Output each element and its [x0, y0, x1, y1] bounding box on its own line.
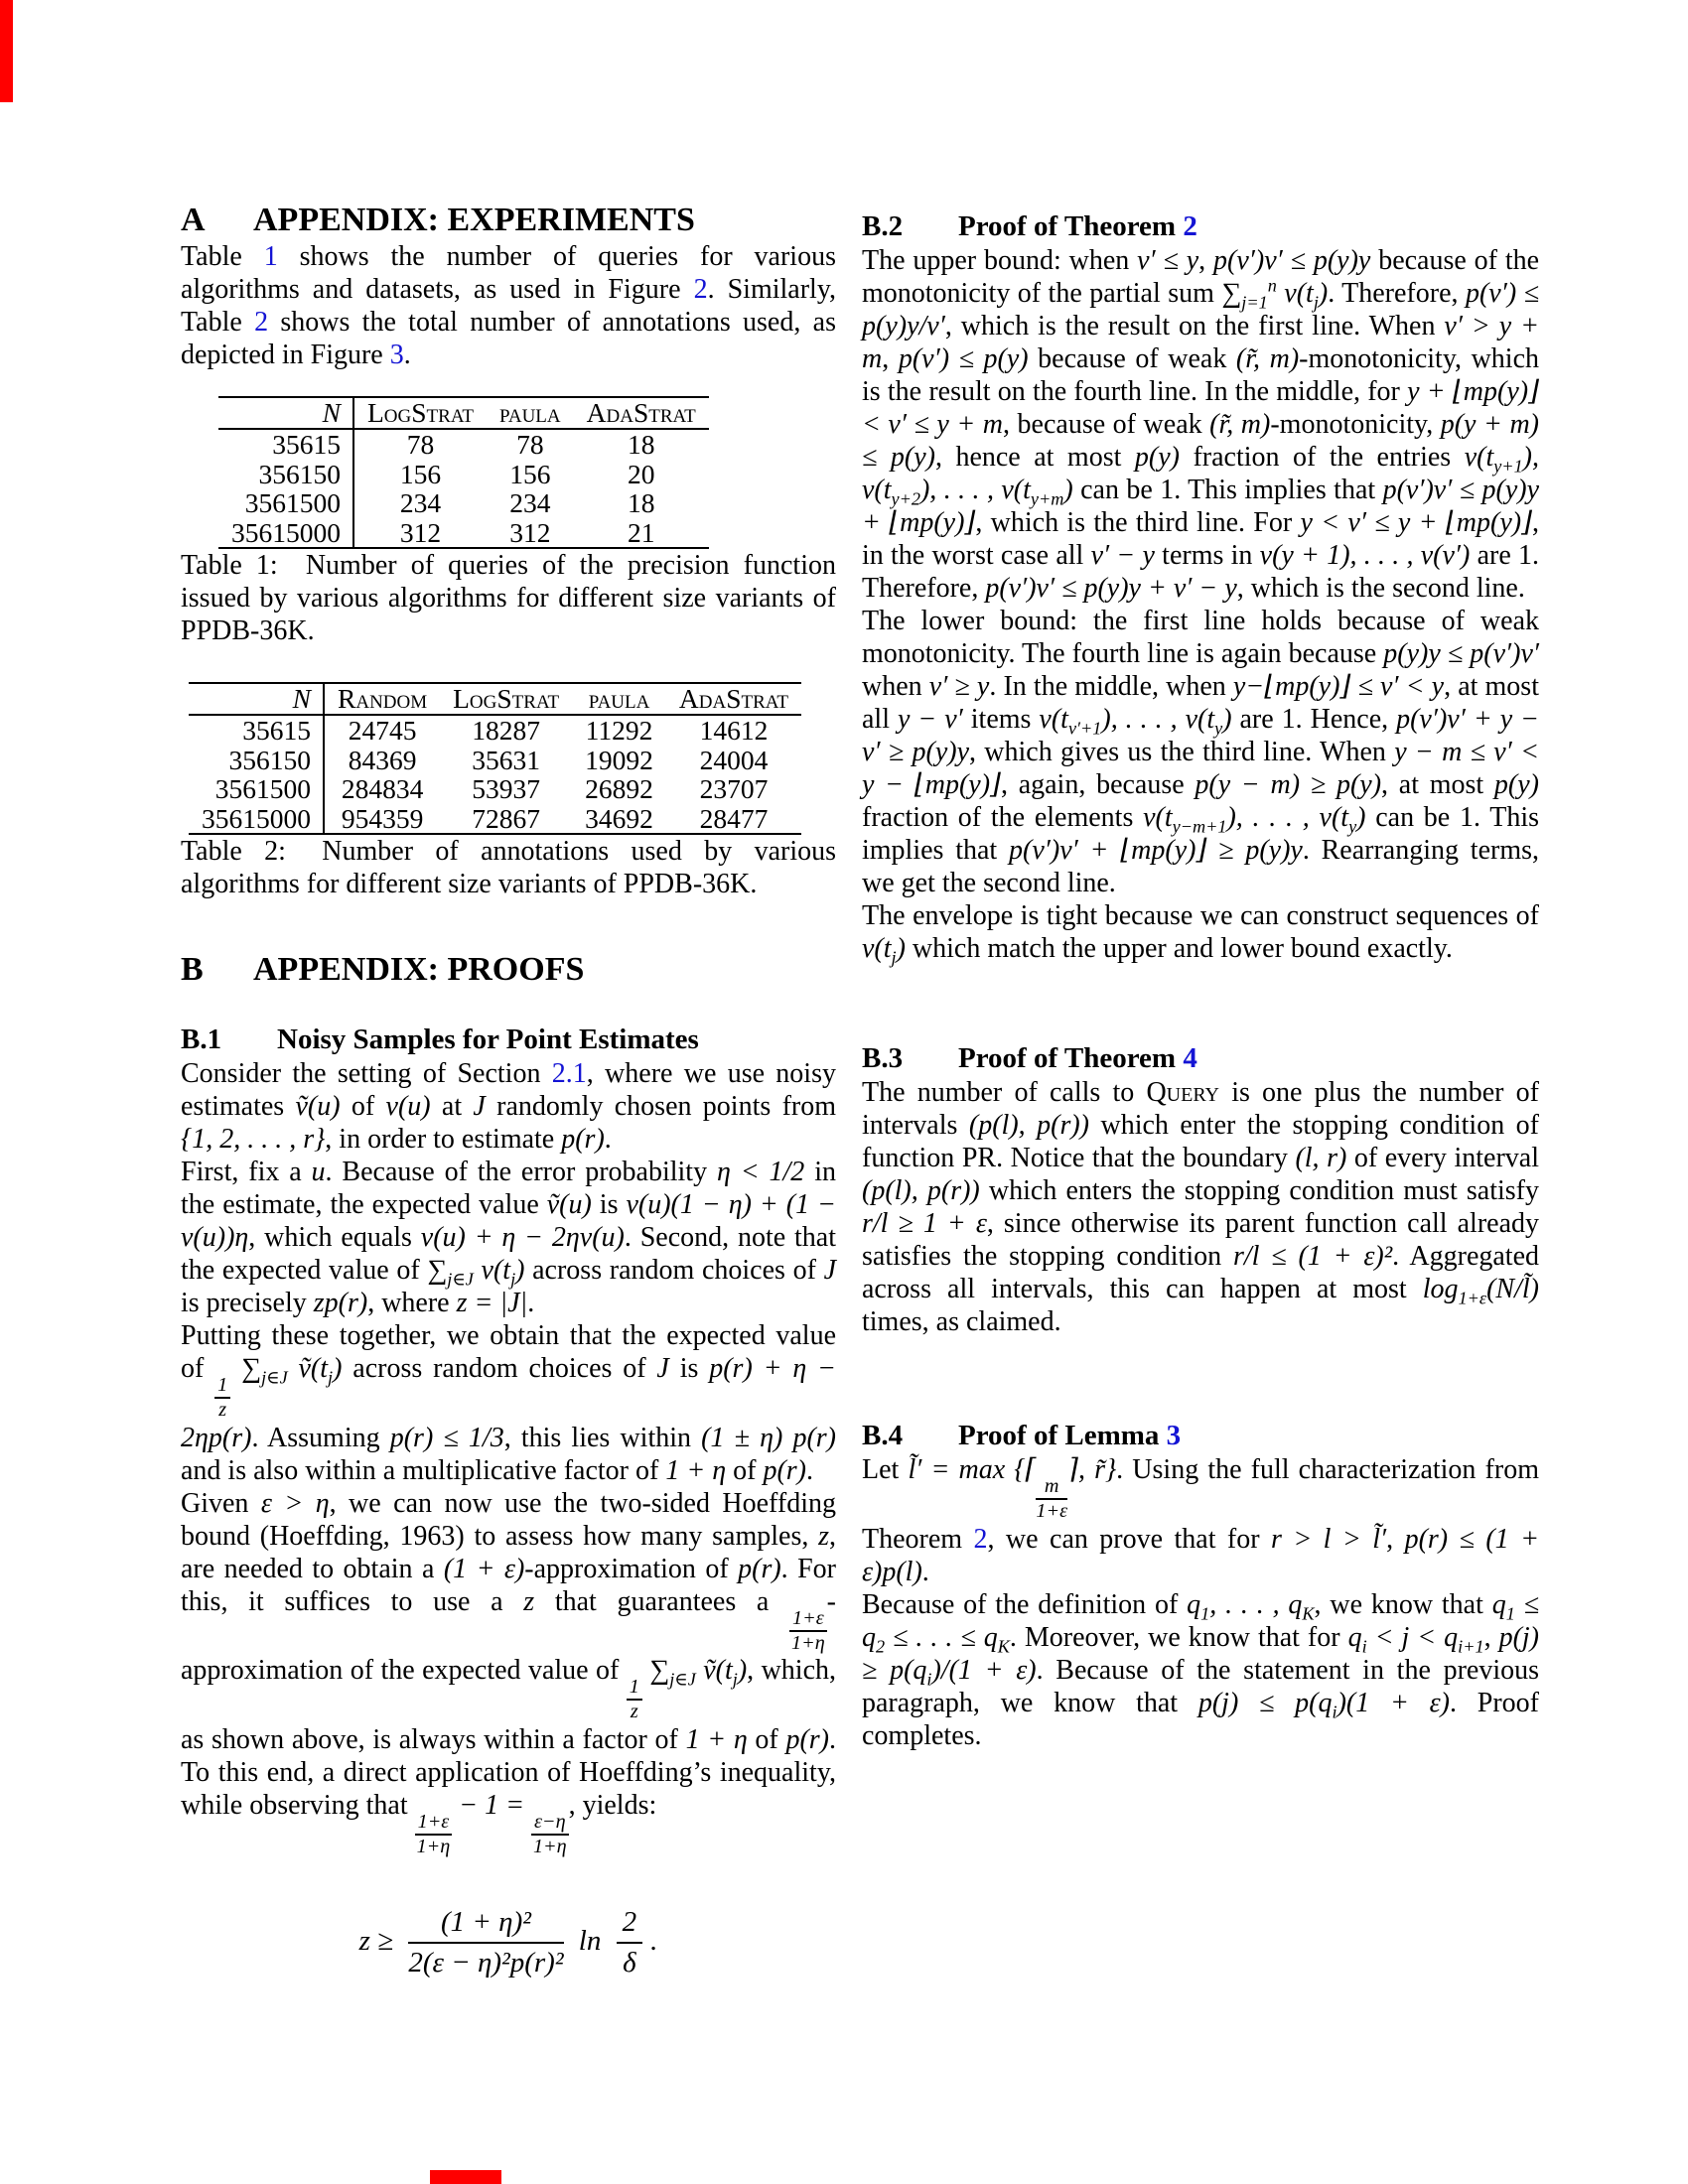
table-cell: 18 [627, 429, 655, 460]
inline-math: v′ ≥ y [928, 671, 990, 702]
table-cell: 356150 [189, 746, 324, 775]
cross-reference-link[interactable]: 2 [693, 274, 708, 305]
subsection-number: B.2 [862, 210, 904, 242]
table-row [189, 715, 801, 746]
b2-paragraph-3: The envelope is tight because we can construct sequences of $v(t_j)$ which match the upper and lower bound exactly. [862, 900, 1539, 968]
inline-math: l̃′ = max {⌈ $\frac{m}{1+\varepsilon}$ ⌉, r̃} [908, 1454, 1117, 1522]
inline-math: z [523, 1585, 535, 1617]
inline-math: p(r) ≤ 1/3 [389, 1422, 504, 1453]
intro-paragraph: Table 1 shows the number of queries for various algorithms and datasets, as used in Figure 2. Similarly, Table 2 shows the total number of annotations used, as depicted in Figure 3. [181, 241, 837, 370]
red-marker-bottom [430, 2170, 501, 2184]
inline-math: J [656, 1353, 669, 1384]
inline-math: (r̃, m) [1209, 409, 1271, 440]
subsection-title: Proof of Theorem 2 [958, 210, 1197, 242]
table-row [218, 488, 709, 518]
table-cell: 21 [627, 516, 655, 548]
column-header: N [218, 397, 353, 429]
small-caps-term: Query [1146, 1077, 1219, 1108]
inline-math: $v(t_{y+1})$, $v(t_{y+2})$, . . . , $v(t_{y+m})$ [862, 442, 1539, 509]
cross-reference-link[interactable]: 4 [1183, 1042, 1197, 1074]
inline-math: p(v′)v′ + ⌊mp(y)⌋ ≥ p(y)y [1009, 835, 1303, 866]
inline-math: $q_1$, . . . , $q_K$ [1187, 1588, 1315, 1624]
inline-math: $p(j) \le p(q_i)(1 + \varepsilon)$ [1197, 1687, 1450, 1722]
inline-math: r/l ≤ (1 + ε)² [1232, 1241, 1393, 1272]
inline-math: $q_i < j < q_{i+1}$ [1347, 1621, 1484, 1657]
inline-math: $\frac{1}{z}$ $\sum_{j\in J}$ $ṽ(t_j)$ [627, 1655, 747, 1686]
inline-math: $\sum_{j=1}^n$ $v(t_j)$ [1221, 275, 1329, 313]
inline-math: p(r) [738, 1553, 781, 1584]
b1-paragraph-4: Given ε > η, we can now use the two-sided Hoeffding bound (Hoeffding, 1963) to assess how many samples, z, are needed to obtain a (1 + ε)-approximation of p(r). For this, it suffices to use a z that guarantees a $\frac{1+\varepsilon}{1+\eta}$ -approximation of the expected value of $\frac{1}{z}$ $\sum_{j\in J}$ $ṽ(t_j)$, which, as shown above, is always within a factor of 1 + η of p(r). To this end, a direct application of Hoeffding’s inequality, while observing that $\frac{1+\varepsilon}{1+\eta}$ − 1 = $\frac{\varepsilon-\eta}{1+\eta}$ , yields: [181, 1487, 837, 1857]
b2-paragraph-2: The lower bound: the first line holds because of weak monotonicity. The fourth line is again because p(y)y ≤ p(v′)v′ when v′ ≥ y. In the middle, when y−⌊mp(y)⌋ ≤ v′ < y, at most all y − v′ items $v(t_{v'+1})$, . . . , $v(t_y)$ are 1. Hence, p(v′)v′ + y − v′ ≥ p(y)y, which gives us the third line. When y − m ≤ v′ < y − ⌊mp(y)⌋, again, because p(y − m) ≥ p(y), at most p(y) fraction of the elements $v(t_{y-m+1})$, . . . , $v(t_y)$ can be 1. This implies that p(v′)v′ + ⌊mp(y)⌋ ≥ p(y)y. Rearranging terms, we get the second line. [862, 606, 1540, 898]
table-cell: 53937 [472, 773, 541, 804]
inline-math: p(r) [561, 1124, 605, 1155]
table-cell: 356150 [218, 460, 353, 489]
inline-math: $\frac{1+\varepsilon}{1+\eta}$ − 1 = $\frac{\varepsilon-\eta}{1+\eta}$ [416, 1789, 567, 1857]
table-1 [218, 396, 709, 549]
table-row [218, 429, 709, 460]
cross-reference-link[interactable]: 2 [254, 307, 269, 338]
table-cell: 24745 [348, 715, 417, 746]
table-cell: 26892 [585, 773, 653, 804]
inline-math: z = |J| [456, 1288, 528, 1318]
table-cell: 234 [509, 487, 551, 518]
cross-reference-link[interactable]: 2 [973, 1523, 988, 1555]
table-cell: 18287 [472, 715, 541, 746]
b1-paragraph-1: Consider the setting of Section 2.1, where we use noisy estimates ṽ(u) of v(u) at J randomly chosen points from {1, 2, . . . , r}, in order to estimate p(r). [181, 1058, 836, 1155]
table-cell: 19092 [585, 744, 653, 775]
table-cell: 35615 [189, 715, 324, 746]
inline-math: y − v′ [897, 704, 963, 735]
column-header: LogStrat [367, 397, 475, 428]
b2-paragraph-1: The upper bound: when v′ ≤ y, p(v′)v′ ≤ p(y)y because of the monotonicity of the partial sum $\sum_{j=1}^n$ $v(t_j)$. Therefore, p(v′) ≤ p(y)y/v′, which is the result on the first line. When v′ > y + m, p(v′) ≤ p(y) because of weak (r̃, m)-monotonicity, which is the result on the fourth line. In the middle, for y + ⌊mp(y)⌋ < v′ ≤ y + m, because of weak (r̃, m)-monotonicity, p(y + m) ≤ p(y), hence at most p(y) fraction of the entries $v(t_{y+1})$, $v(t_{y+2})$, . . . , $v(t_{y+m})$ can be 1. This implies that p(v′)v′ ≤ p(y)y + ⌊mp(y)⌋, which is the third line. For y < v′ ≤ y + ⌊mp(y)⌋, in the worst case all v′ − y terms in v(y + 1), . . . , v(v′) are 1. Therefore, p(v′)v′ ≤ p(y)y + v′ − y, which is the second line. [862, 245, 1540, 604]
red-marker-top-left [0, 0, 13, 102]
column-header: LogStrat [453, 683, 560, 714]
inline-math: $v(t_j)$ [862, 933, 906, 968]
inline-math: zp(r) [313, 1288, 368, 1318]
inline-math: p(r) [785, 1723, 829, 1755]
section-a-heading [181, 201, 836, 240]
inline-math: v′ ≤ y [1137, 245, 1199, 276]
inline-math: p(r) + η − 2ηp(r) [181, 1353, 836, 1453]
section-number: B [181, 951, 204, 988]
inline-math: r/l ≥ 1 + ε [862, 1208, 987, 1239]
subsection-title: Proof of Lemma 3 [958, 1420, 1182, 1451]
fraction: $\frac{1+\varepsilon}{1+\eta}$ [416, 1811, 451, 1857]
column-header: AdaStrat [586, 397, 696, 428]
table-1-wrapper [218, 396, 836, 549]
table-row [189, 804, 801, 835]
table-cell: 3561500 [218, 488, 353, 518]
inline-math: z [818, 1520, 829, 1552]
table-cell: 35615000 [218, 518, 353, 549]
inline-math: (1 + ε) [443, 1553, 525, 1584]
column-header: Random [338, 683, 428, 714]
inline-math: p(v′) ≤ p(y)y/v′ [862, 278, 1539, 341]
inline-math: $p(j) \ge p(q_i)/(1 + \varepsilon)$ [862, 1621, 1539, 1690]
table-cell: 24004 [699, 744, 769, 775]
subsection-b3-heading [862, 1040, 1539, 1076]
inline-math: p(r) ≤ (1 + ε)p(l) [862, 1523, 1540, 1587]
inline-math: p(y + m) ≤ p(y) [862, 409, 1539, 473]
fraction: $\frac{1}{z}$ [214, 1375, 230, 1422]
inline-math: p(v′)v′ ≤ p(y)y + v′ − y [985, 573, 1237, 604]
inline-math: p(v′)v′ + y − v′ ≥ p(y)y [862, 704, 1540, 767]
table-cell: 156 [509, 458, 551, 489]
table-cell: 11292 [585, 715, 653, 746]
section-number: A [181, 202, 206, 238]
inline-math: p(y) [1134, 442, 1180, 473]
b4-paragraph-2: Because of the definition of $q_1$, . . . , $q_K$, we know that $q_1 \le q_2$ ≤ . . . ≤ $q_K$. Moreover, we know that for $q_i < j < q_{i+1}$, $p(j) \ge p(q_i)/(1 + \varepsilon)$. Because of the statement in the previous paragraph, we know that $p(j) \le p(q_i)(1 + \varepsilon)$. Proof completes. [862, 1588, 1539, 1751]
inline-math: u [311, 1157, 326, 1187]
table-cell: 23707 [699, 773, 769, 804]
table-row [189, 774, 801, 804]
inline-math: ṽ(u) [295, 1091, 341, 1122]
column-header: AdaStrat [678, 683, 789, 714]
table-cell: 35615000 [189, 804, 324, 835]
subsection-number: B.1 [181, 1024, 222, 1055]
b1-paragraph-3: Putting these together, we obtain that the expected value of $\frac{1}{z}$ $\sum_{j\in J}$ $ṽ(t_j)$ across random choices of J is p(r) + η − 2ηp(r). Assuming p(r) ≤ 1/3, this lies within (1 ± η) p(r) and is also within a multiplicative factor of 1 + η of p(r). [181, 1320, 836, 1486]
table-cell: 28477 [699, 802, 769, 834]
inline-math: {1, 2, . . . , r} [181, 1124, 326, 1155]
fraction: $\frac{1+\varepsilon}{1+\eta}$ [791, 1606, 825, 1654]
table-cell: 78 [406, 429, 435, 460]
inline-math: v′ > y + m [862, 311, 1539, 374]
fraction: $\frac{m}{1+\varepsilon}$ [1036, 1475, 1068, 1522]
table-cell: 35631 [472, 744, 541, 775]
subsection-b2-heading [862, 208, 1539, 244]
inline-math: $v(t_{v'+1})$, . . . , $v(t_y)$ [1039, 704, 1232, 739]
table-2-caption: Table 2: Number of annotations used by various algorithms for different size variants of PPDB-36K. [181, 836, 836, 899]
inline-math: (p(l), p(r)) [968, 1110, 1089, 1141]
cross-reference-link[interactable]: 3 [389, 340, 404, 370]
inline-math: r > l > l̃′ [1271, 1523, 1387, 1555]
table-cell: 34692 [585, 802, 653, 834]
inline-math: y + ⌊mp(y)⌋ < v′ ≤ y + m [862, 376, 1540, 440]
table-cell: 84369 [348, 744, 417, 775]
subsection-b4-heading [862, 1418, 1539, 1453]
inline-math: $q_1 \le q_2$ ≤ . . . ≤ $q_K$ [862, 1588, 1539, 1657]
subsection-b1-heading [181, 1022, 836, 1057]
inline-math [789, 1586, 827, 1654]
right-column [862, 0, 1539, 1752]
fraction: $\frac{1}{z}$ [627, 1677, 642, 1723]
table-header-row [189, 683, 801, 715]
inline-math: $\frac{1}{z}$ $\sum_{j\in J}$ $ṽ(t_j)$ [214, 1353, 342, 1384]
b3-paragraph-1: The number of calls to Query is one plus the number of intervals (p(l), p(r)) which enter the stopping condition of function PR. Notice that the boundary (l, r) of every interval (p(l), p(r)) which enters the stopping condition must satisfy r/l ≥ 1 + ε, since otherwise its parent function call already satisfies the stopping condition r/l ≤ (1 + ε)². Aggregated across all intervals, this can happen at most $\log_{1+\varepsilon}(N/l̃)$ times, as claimed. [862, 1077, 1540, 1337]
inline-math: J [473, 1091, 486, 1122]
inline-math: $\log_{1+\varepsilon}(N/l̃)$ [1422, 1274, 1539, 1308]
inline-math: y − m ≤ v′ < y − ⌊mp(y)⌋ [862, 737, 1539, 800]
inline-math: (1 ± η) p(r) [701, 1422, 836, 1453]
cross-reference-link[interactable]: 1 [263, 241, 278, 272]
inline-math: p(y − m) ≥ p(y) [1195, 769, 1382, 800]
inline-math: ε > η [260, 1487, 330, 1519]
left-column [181, 0, 836, 1979]
inline-math: v(u) [385, 1091, 431, 1122]
inline-math: (p(l), p(r)) [862, 1175, 980, 1206]
inline-math: p(y) [1493, 769, 1539, 800]
table-header-row [218, 397, 709, 429]
section-title: APPENDIX: EXPERIMENTS [253, 202, 695, 238]
subsection-title: Noisy Samples for Point Estimates [277, 1024, 699, 1055]
inline-math: p(v′) ≤ p(y) [898, 343, 1029, 374]
column-header: N [189, 683, 324, 715]
table-2-wrapper [189, 682, 836, 835]
table-cell: 72867 [472, 802, 541, 834]
table-cell: 312 [399, 516, 442, 548]
table-row [189, 746, 801, 775]
table-1-caption: Table 1: Number of queries of the precision function issued by various algorithms for different size variants of PPDB-36K. [181, 550, 836, 646]
table-cell: 14612 [699, 715, 769, 746]
table-cell: 78 [516, 429, 544, 460]
hoeffding-bound-equation [181, 1906, 836, 1980]
inline-math: p(y)y ≤ p(v′)v′ [1383, 638, 1540, 669]
fraction: $\frac{\text{(1 + η)²}}{\text{2(ε − η)²p(r)²}}$ [408, 1905, 564, 1979]
inline-math: p(v′)v′ ≤ p(y)y + ⌊mp(y)⌋ [862, 475, 1540, 538]
table-cell: 954359 [341, 802, 424, 834]
column-header: paula [588, 683, 650, 714]
inline-math: J [823, 1255, 837, 1286]
inline-math: y−⌊mp(y)⌋ ≤ v′ < y [1232, 671, 1445, 702]
table-cell: 234 [399, 487, 442, 518]
fraction: $\frac{\varepsilon-\eta}{1+\eta}$ [532, 1811, 567, 1857]
subsection-number: B.4 [862, 1420, 904, 1451]
inline-math: (l, r) [1295, 1143, 1347, 1173]
b1-paragraph-2: First, fix a u. Because of the error probability η < 1/2 in the estimate, the expected value ṽ(u) is v(u)(1 − η) + (1 − v(u))η, which equals v(u) + η − 2ηv(u). Second, note that the expected value of $\sum_{j\in J}$ $v(t_j)$ across random choices of J is precisely zp(r), where z = |J|. [181, 1157, 837, 1318]
fraction: $\frac{2}{\delta}$ [617, 1906, 643, 1980]
table-cell: 3561500 [189, 774, 324, 804]
inline-math: (r̃, m) [1235, 343, 1300, 374]
inline-math: ṽ(u) [546, 1189, 592, 1220]
subsection-number: B.3 [862, 1042, 904, 1074]
cross-reference-link[interactable]: 3 [1166, 1420, 1182, 1451]
inline-math: $v(t_{y-m+1})$, . . . , $v(t_y)$ [1143, 802, 1366, 837]
inline-math: v′ − y [1090, 540, 1155, 571]
table-row [218, 518, 709, 549]
inline-math: 1 + η [685, 1723, 748, 1755]
inline-math: $\sum_{j\in J}$ $v(t_j)$ [427, 1255, 525, 1290]
inline-math: y < v′ ≤ y + ⌊mp(y)⌋ [1300, 507, 1532, 538]
inline-math: p(v′)v′ ≤ p(y)y [1213, 245, 1371, 276]
table-cell: 20 [627, 458, 655, 489]
inline-math: v(u) + η − 2ηv(u) [420, 1222, 625, 1253]
section-b-heading [181, 950, 836, 990]
table-cell: 156 [399, 458, 442, 489]
subsection-title: Proof of Theorem 4 [958, 1042, 1197, 1074]
table-2 [189, 682, 801, 835]
inline-math: v(y + 1), . . . , v(v′) [1259, 540, 1471, 571]
table-cell: 18 [627, 487, 655, 518]
table-cell: 35615 [218, 429, 353, 460]
inline-math: η < 1/2 [716, 1157, 805, 1187]
inline-math: p(r) [763, 1454, 806, 1486]
inline-math: 1 + η [665, 1454, 727, 1486]
cross-reference-link[interactable]: 2.1 [551, 1058, 587, 1089]
inline-math: z ≥ $\frac{\text{(1 + η)²}}{\text{2(ε − η)²p(r)²}}$ ln $\frac{2}{\delta}$ . [358, 1905, 658, 1979]
cross-reference-link[interactable]: 2 [1183, 210, 1197, 242]
table-cell: 284834 [341, 773, 424, 804]
table-row [218, 460, 709, 489]
column-header: paula [499, 397, 561, 428]
table-cell: 312 [509, 516, 551, 548]
section-title: APPENDIX: PROOFS [253, 951, 585, 988]
inline-math: v(u)(1 − η) + (1 − v(u))η [181, 1189, 836, 1253]
b4-paragraph-1: Let l̃′ = max {⌈ $\frac{m}{1+\varepsilon}$ ⌉, r̃}. Using the full characterization from Theorem 2, we can prove that for r > l > l̃′, p(r) ≤ (1 + ε)p(l). [862, 1454, 1540, 1587]
